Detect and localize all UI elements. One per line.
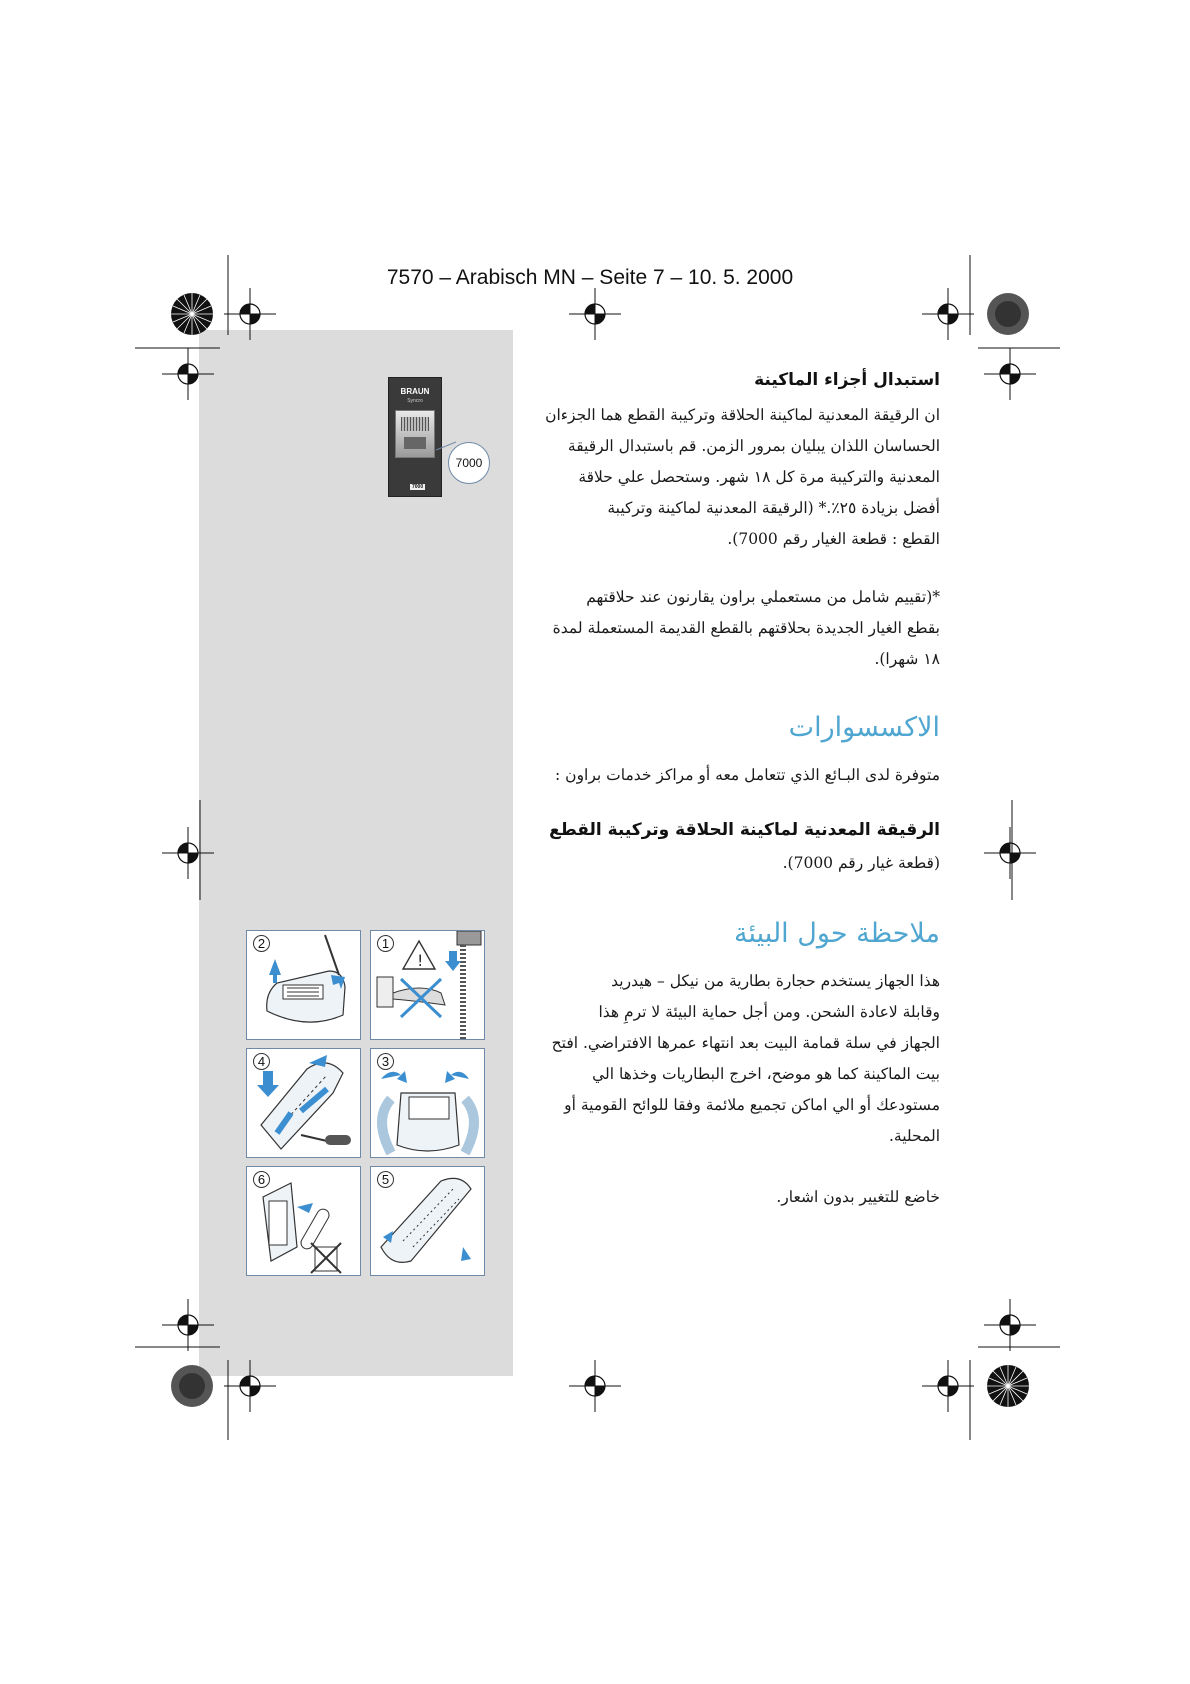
figure-number: 3 bbox=[377, 1053, 394, 1070]
model-badge: 7000 bbox=[448, 442, 490, 484]
text-line: ١٨ شهرا). bbox=[874, 650, 940, 668]
environment-paragraph bbox=[545, 966, 940, 1152]
svg-text:!: ! bbox=[417, 951, 424, 970]
figure-number: 4 bbox=[253, 1053, 270, 1070]
figure-number: 2 bbox=[253, 935, 270, 952]
text-line: مستودعك أو الي اماكن تجميع ملائمة وفقا للوائح القومية أو bbox=[564, 1096, 940, 1114]
text-line: المحلية. bbox=[888, 1127, 940, 1145]
text-line: هذا الجهاز يستخدم حجارة بطارية من نيكل – هيدريد bbox=[611, 972, 940, 990]
figure-3 bbox=[370, 1048, 485, 1158]
accessories-line: متوفرة لدى البـائع الذي تتعامل معه أو مراكز خدمات براون : bbox=[555, 766, 940, 784]
accessories-subtitle: الرقيقة المعدنية لماكينة الحلاقة وتركيبة القطع bbox=[549, 820, 940, 840]
figure-6 bbox=[246, 1166, 361, 1276]
pack-brand: BRAUN bbox=[400, 387, 430, 396]
figure-number: 6 bbox=[253, 1171, 270, 1188]
figure-4 bbox=[246, 1048, 361, 1158]
text-line: ان الرقيقة المعدنية لماكينة الحلاقة وتركيبة القطع هما الجزءان bbox=[545, 406, 940, 424]
text-line: أفضل بزيادة ٢٥٪.* (الرقيقة المعدنية لماكينة وتركيبة bbox=[607, 499, 940, 517]
accessories-part: (قطعة غيار رقم 7000). bbox=[782, 854, 940, 872]
change-notice: خاضع للتغيير بدون اشعار. bbox=[776, 1188, 940, 1206]
text-line: بقطع الغيار الجديدة بحلاقتهم بالقطع القديمة المستعملة لمدة bbox=[552, 619, 940, 637]
shaver-foil-image bbox=[395, 410, 435, 458]
text-line: القطع : قطعة الغيار رقم 7000). bbox=[727, 530, 940, 548]
text-line: بيت الماكينة كما هو موضح، اخرج البطاريات وخذها الي bbox=[592, 1065, 940, 1083]
figure-2 bbox=[246, 930, 361, 1040]
section-title-replacement: استبدال أجزاء الماكينة bbox=[754, 370, 940, 390]
text-line: المعدنية والتركيبة مرة كل ١٨ شهر. وستحصل علي حلاقة bbox=[578, 468, 940, 486]
product-pack bbox=[388, 377, 442, 497]
text-line: *(تقييم شامل من مستعملي براون يقارنون عند حلاقتهم bbox=[586, 588, 940, 606]
figure-number: 5 bbox=[377, 1171, 394, 1188]
pack-code: 7000 bbox=[412, 484, 424, 490]
environment-title: ملاحظة حول البيئة bbox=[734, 918, 940, 949]
figure-5 bbox=[370, 1166, 485, 1276]
text-line: وقابلة لاعادة الشحن. ومن أجل حماية البيئة لا ترمِ هذا bbox=[598, 1003, 940, 1021]
page-header: 7570 – Arabisch MN – Seite 7 – 10. 5. 2000 bbox=[386, 266, 794, 289]
accessories-title: الاكسسوارات bbox=[788, 712, 940, 743]
pack-subbrand: Syncro bbox=[407, 398, 423, 404]
replacement-paragraph bbox=[545, 400, 940, 555]
figure-number: 1 bbox=[377, 935, 394, 952]
text-line: الجهاز في سلة قمامة البيت بعد انتهاء عمرها الافتراضي. افتح bbox=[551, 1034, 940, 1052]
text-line: الحساسان اللذان يبليان بمرور الزمن. قم باستبدال الرقيقة bbox=[567, 437, 940, 455]
figure-1 bbox=[370, 930, 485, 1040]
footnote bbox=[545, 582, 940, 675]
